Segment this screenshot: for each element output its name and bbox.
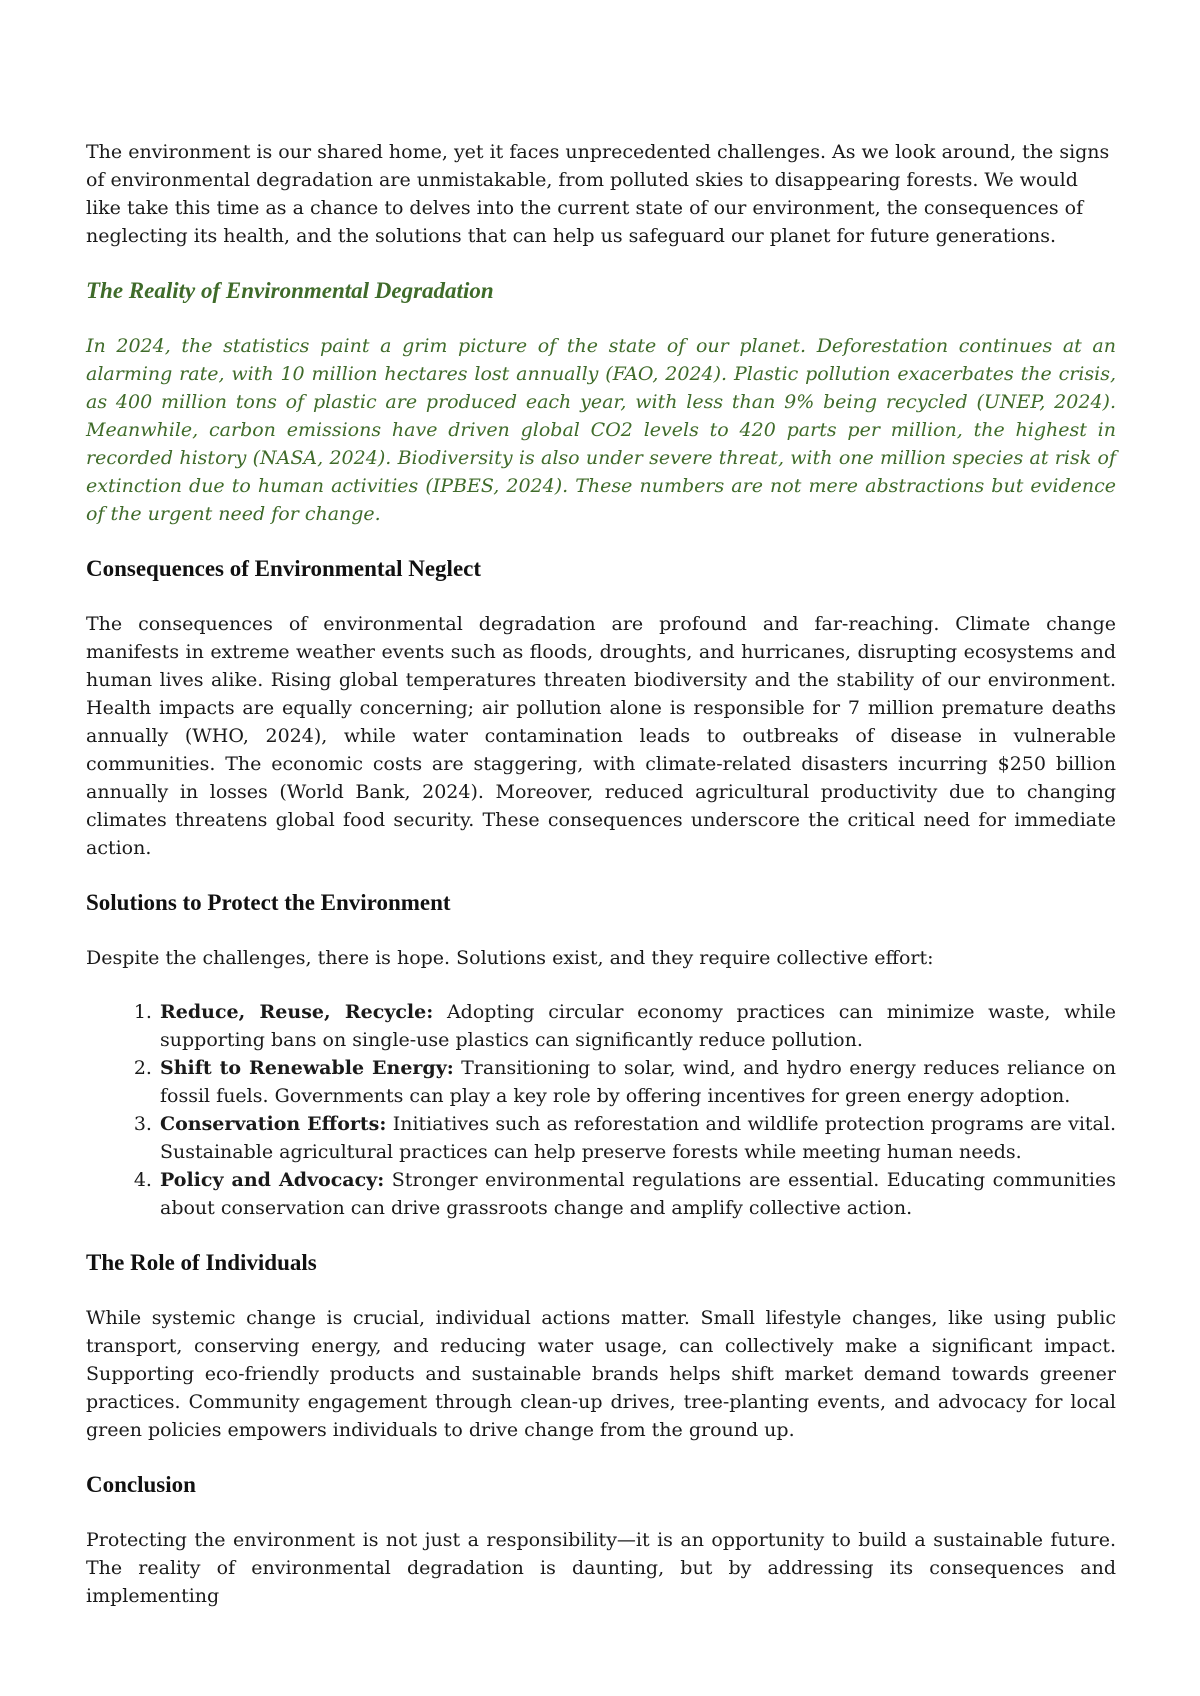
list-item-title: Shift to Renewable Energy:: [160, 1057, 454, 1079]
consequences-paragraph: The consequences of environmental degradation are profound and far-reaching. Climate change manifests in extreme weather events such as floods, droughts, and hurricanes, disrupting ecosystems and human lives alike. Rising global temperatures threaten biodiversity and the stability of our environment. Health impacts are equally concerning; air pollution alone is responsible for 7 million premature deaths annually (WHO, 2024), while water contamination leads to outbreaks of disease in vulnerable communities. The economic costs are staggering, with climate-related disasters incurring $250 billion annually in losses (World Bank, 2024). Moreover, reduced agricultural productivity due to changing climates threatens global food security. These consequences underscore the critical need for immediate action.: [86, 613, 1116, 859]
solutions-list: [86, 998, 1116, 1222]
intro-paragraph: The environment is our shared home, yet it faces unprecedented challenges. As we look around, the signs of environmental degradation are unmistakable, from polluted skies to disappearing forests. We would like take this time as a chance to delves into the current state of our environment, the consequences of neglecting its health, and the solutions that can help us safeguard our planet for future generations.: [86, 141, 1110, 247]
list-item-text: Stronger environmental regulations are essential. Educating communities about conservation can drive grassroots change and amplify collective action.: [160, 1169, 1116, 1219]
list-item: [158, 998, 1116, 1054]
list-item-title: Policy and Advocacy:: [160, 1169, 385, 1191]
conclusion-paragraph: Protecting the environment is not just a responsibility—it is an opportunity to build a sustainable future. The reality of environmental degradation is daunting, but by addressing its consequences and implementing: [86, 1529, 1116, 1607]
list-item: [158, 1054, 1116, 1110]
list-item: [158, 1166, 1116, 1222]
conclusion-heading: Conclusion: [86, 1472, 196, 1497]
list-item-text: Initiatives such as reforestation and wildlife protection programs are vital. Sustainable agricultural practices can help preserve forests while meeting human needs.: [160, 1113, 1116, 1163]
reality-paragraph: In 2024, the statistics paint a grim picture of the state of our planet. Deforestation continues at an alarming rate, with 10 million hectares lost annually (FAO, 2024). Plastic pollution exacerbates the crisis, as 400 million tons of plastic are produced each year, with less than 9% being recycled (UNEP, 2024). Meanwhile, carbon emissions have driven global CO2 levels to 420 parts per million, the highest in recorded history (NASA, 2024). Biodiversity is also under severe threat, with one million species at risk of extinction due to human activities (IPBES, 2024). These numbers are not mere abstractions but evidence of the urgent need for change.: [86, 335, 1116, 525]
reality-heading: The Reality of Environmental Degradation: [86, 278, 494, 303]
individuals-heading: The Role of Individuals: [86, 1250, 317, 1275]
solutions-heading: Solutions to Protect the Environment: [86, 890, 451, 915]
consequences-heading: Consequences of Environmental Neglect: [86, 556, 482, 581]
list-item-title: Conservation Efforts:: [160, 1113, 387, 1135]
list-item-title: Reduce, Reuse, Recycle:: [160, 1001, 434, 1023]
document-page: [86, 138, 1116, 1636]
individuals-paragraph: While systemic change is crucial, individual actions matter. Small lifestyle changes, like using public transport, conserving energy, and reducing water usage, can collectively make a significant impact. Supporting eco-friendly products and sustainable brands helps shift market demand towards greener practices. Community engagement through clean-up drives, tree-planting events, and advocacy for local green policies empowers individuals to drive change from the ground up.: [86, 1307, 1116, 1441]
list-item: [158, 1110, 1116, 1166]
list-item-text: Adopting circular economy practices can minimize waste, while supporting bans on single-use plastics can significantly reduce pollution.: [160, 1001, 1116, 1051]
solutions-intro: Despite the challenges, there is hope. Solutions exist, and they require collective effort:: [86, 947, 934, 969]
list-item-text: Transitioning to solar, wind, and hydro energy reduces reliance on fossil fuels. Governments can play a key role by offering incentives for green energy adoption.: [160, 1057, 1116, 1107]
